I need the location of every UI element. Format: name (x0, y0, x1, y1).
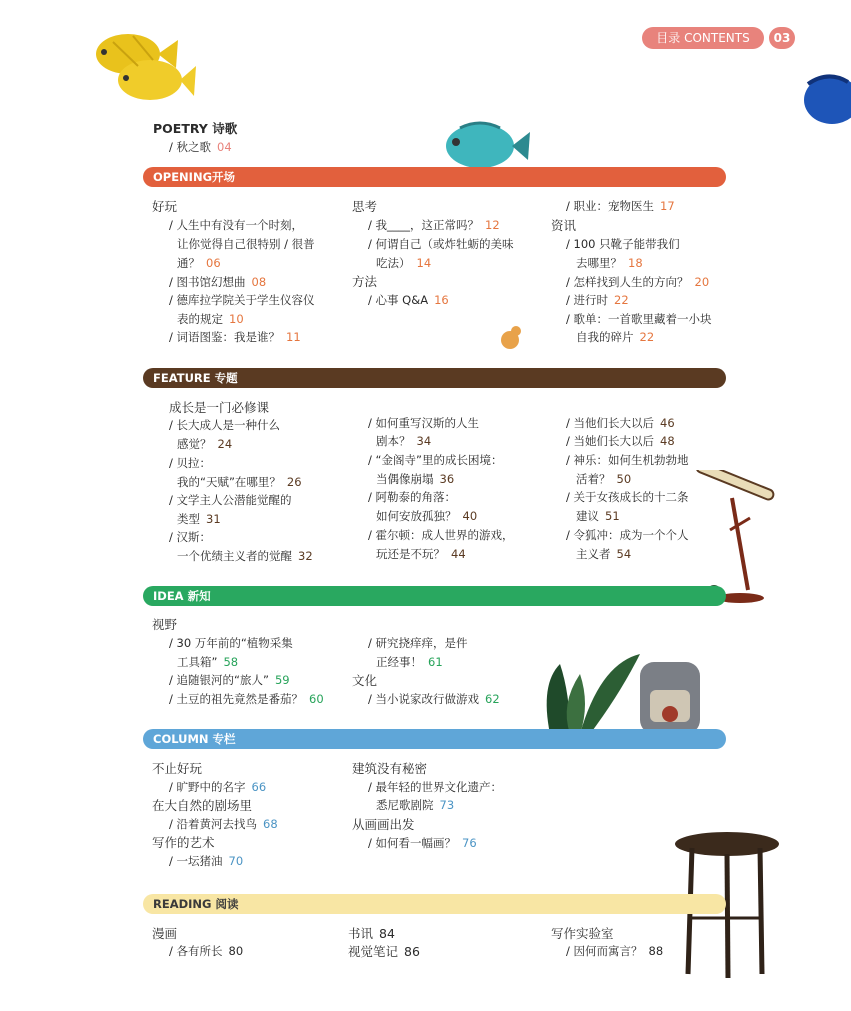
toc-entry[interactable]: / 如何重写汉斯的人生 (368, 416, 480, 430)
toc-entry[interactable]: 当偶像崩塌 36 (376, 472, 455, 486)
toc-entry[interactable]: / 贝拉： (169, 456, 212, 470)
section-heading: 思考 (352, 199, 378, 214)
section-heading: 方法 (352, 274, 378, 289)
toc-entry[interactable]: / 追随银河的“旅人” 59 (169, 673, 290, 687)
toc-entry[interactable]: 让你觉得自己很特别 / 很普 (177, 237, 315, 251)
toc-entry[interactable]: / 怎样找到人生的方向？ 20 (566, 275, 710, 289)
toc-entry[interactable]: / 最年轻的世界文化遗产： (368, 780, 503, 794)
section-heading: 写作实验室 (551, 926, 614, 941)
toc-entry[interactable]: 我的“天赋”在哪里？ 26 (177, 475, 302, 489)
toc-entry[interactable]: / 沿着黄河去找鸟 68 (169, 817, 278, 831)
section-heading: 在大自然的剧场里 (152, 798, 253, 813)
section-heading: 资讯 (551, 218, 577, 233)
toc-entry[interactable]: / 心事 Q&A 16 (368, 293, 449, 307)
toc-entry[interactable]: / 职业：宠物医生 17 (566, 199, 675, 213)
toc-entry[interactable]: / 长大成人是一种什么 (169, 418, 281, 432)
toc-entry[interactable]: / 因何而寓言？ 88 (566, 944, 664, 958)
section-heading: 成长是一门必修课 (169, 400, 270, 415)
toc-entry[interactable]: 视觉笔记 86 (348, 944, 420, 959)
reading-section-band: READING 阅读 (143, 894, 726, 914)
small-creature-illustration (496, 322, 526, 352)
toc-entry[interactable]: / 进行时 22 (566, 293, 629, 307)
toc-entry[interactable]: 工具箱” 58 (177, 655, 239, 669)
toc-entry[interactable]: 表的规定 10 (177, 312, 244, 326)
section-heading: 建筑没有秘密 (352, 761, 428, 776)
toc-entry[interactable]: 活着？ 50 (576, 472, 632, 486)
toc-entry[interactable]: / 德库拉学院关于学生仪容仪 (169, 293, 315, 307)
toc-entry[interactable]: / 令狐冲：成为一个个人 (566, 528, 689, 542)
feature-section-band: FEATURE 专题 (143, 368, 726, 388)
toc-entry[interactable]: / 30 万年前的“植物采集 (169, 636, 293, 650)
idea-section-band: IDEA 新知 (143, 586, 726, 606)
toc-entry[interactable]: / 词语图鉴：我是谁？ 11 (169, 330, 301, 344)
yellow-fish-illustration (88, 22, 198, 112)
toc-entry[interactable]: / 阿勒泰的角落： (368, 490, 457, 504)
toc-entry[interactable]: 吃法） 14 (376, 256, 432, 270)
blue-fish-illustration (798, 70, 851, 130)
toc-entry[interactable]: / 关于女孩成长的十二条 (566, 490, 689, 504)
toc-entry[interactable]: 去哪里？ 18 (576, 256, 643, 270)
toc-entry[interactable]: / 何谓自己（或炸牡蛎的美味 (368, 237, 514, 251)
toc-entry[interactable]: 悉尼歌剧院 73 (376, 798, 455, 812)
toc-entry[interactable]: / 我____，这正常吗？ 12 (368, 218, 500, 232)
section-heading: 漫画 (152, 926, 178, 941)
toc-entry[interactable]: 类型 31 (177, 512, 221, 526)
toc-entry[interactable]: 感觉？ 24 (177, 437, 233, 451)
toc-entry[interactable]: / 人生中有没有一个时刻， (169, 218, 304, 232)
toc-entry[interactable]: / 图书馆幻想曲 08 (169, 275, 267, 289)
section-heading: 写作的艺术 (152, 835, 215, 850)
toc-entry[interactable]: / 土豆的祖先竟然是番茄？ 60 (169, 692, 324, 706)
page-number-badge: 03 (769, 27, 795, 49)
contents-header-label: 目录 CONTENTS (642, 27, 764, 49)
section-heading: 文化 (352, 673, 378, 688)
opening-section-band: OPENING开场 (143, 167, 726, 187)
toc-entry[interactable]: / 旷野中的名字 66 (169, 780, 267, 794)
toc-entry[interactable]: / 歌单：一首歌里藏着一小块 (566, 312, 712, 326)
toc-entry[interactable]: 正经事！ 61 (376, 655, 443, 669)
toc-entry[interactable]: 如何安放孤独？ 40 (376, 509, 478, 523)
toc-entry[interactable]: / 秋之歌 04 (169, 140, 232, 154)
toc-entry[interactable]: / 神乐：如何生机勃勃地 (566, 453, 689, 467)
toc-entry[interactable]: 剧本？ 34 (376, 434, 432, 448)
toc-entry[interactable]: 通？ 06 (177, 256, 221, 270)
toc-entry[interactable]: 书讯 84 (348, 926, 395, 941)
toc-entry[interactable]: / 100 只靴子能带我们 (566, 237, 680, 251)
toc-entry[interactable]: 建议 51 (576, 509, 620, 523)
toc-entry[interactable]: / 研究挠痒痒，是件 (368, 636, 468, 650)
toc-entry[interactable]: / 汉斯： (169, 530, 212, 544)
toc-entry[interactable]: / 当她们长大以后 48 (566, 434, 675, 448)
section-heading: 视野 (152, 617, 178, 632)
toc-entry[interactable]: / 如何看一幅画？ 76 (368, 836, 477, 850)
toc-entry[interactable]: / 文学主人公潜能觉醒的 (169, 493, 292, 507)
toc-entry[interactable]: 玩还是不玩？ 44 (376, 547, 466, 561)
toc-entry[interactable]: 主义者 54 (576, 547, 632, 561)
section-heading: 好玩 (152, 199, 178, 214)
section-heading: 不止好玩 (152, 761, 203, 776)
toc-entry[interactable]: / 当小说家改行做游戏 62 (368, 692, 500, 706)
toc-entry[interactable]: / “金阁寺”里的成长困境： (368, 453, 503, 467)
toc-entry[interactable]: / 霍尔顿：成人世界的游戏， (368, 528, 514, 542)
toc-entry[interactable]: 一个优绩主义者的觉醒 32 (177, 549, 313, 563)
section-heading: 从画画出发 (352, 817, 415, 832)
poetry-section-title: POETRY 诗歌 (153, 121, 238, 136)
toc-entry[interactable]: / 一坛猪油 70 (169, 854, 244, 868)
toc-entry[interactable]: 自我的碎片 22 (576, 330, 655, 344)
column-section-band: COLUMN 专栏 (143, 729, 726, 749)
toc-entry[interactable]: / 各有所长 80 (169, 944, 244, 958)
toc-entry[interactable]: / 当他们长大以后 46 (566, 416, 675, 430)
teal-fish-illustration (440, 118, 530, 174)
